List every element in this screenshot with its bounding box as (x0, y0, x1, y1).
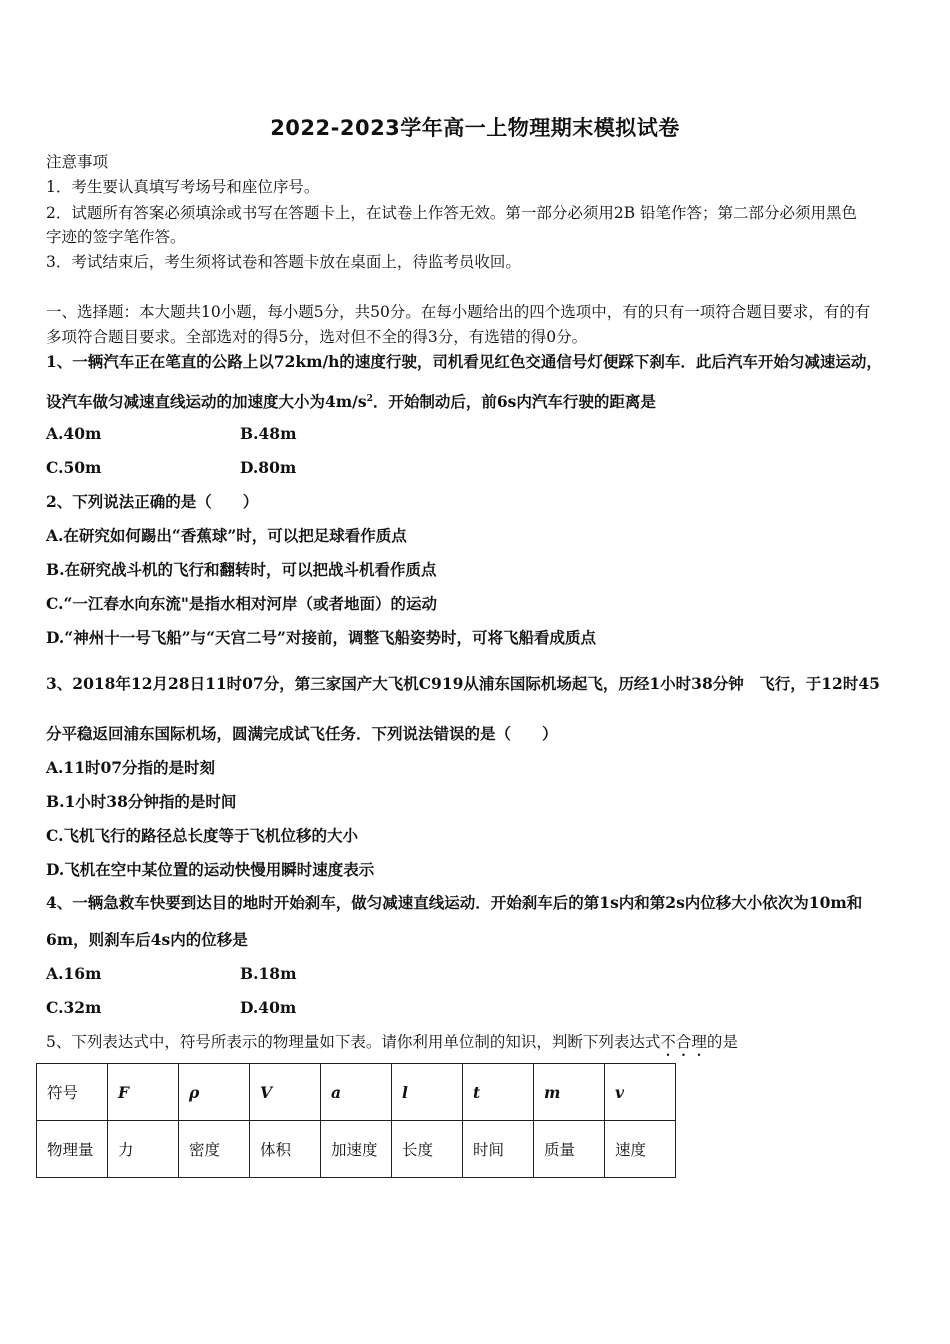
table-cell: 加速度 (321, 1121, 392, 1178)
table-cell: m (534, 1064, 605, 1121)
table-cell: l (392, 1064, 463, 1121)
symbol-table (36, 1063, 676, 1178)
q4-stem-line2: 6m，则刹车后4s内的位移是 (46, 930, 248, 949)
notice-item-1: 1．考生要认真填写考场号和座位序号。 (46, 178, 320, 196)
q3-option-d: D.飞机在空中某位置的运动快慢用瞬时速度表示 (46, 860, 375, 879)
q4-option-d: D.40m (240, 998, 297, 1017)
notice-item-3: 3．考试结束后，考生须将试卷和答题卡放在桌面上，待监考员收回。 (46, 253, 521, 271)
q4-stem-line1: 4、一辆急救车快要到达目的地时开始刹车，做匀减速直线运动．开始刹车后的第1s内和第2s内位移大小依次为10m和 (46, 893, 863, 912)
q1-option-d: D.80m (240, 458, 297, 477)
table-cell: 体积 (250, 1121, 321, 1178)
q1-option-a: A.40m (46, 424, 102, 443)
table-cell: v (605, 1064, 676, 1121)
q3-stem-line2: 分平稳返回浦东国际机场，圆满完成试飞任务．下列说法错误的是（ ） (46, 724, 558, 743)
q1-option-b: B.48m (240, 424, 297, 443)
table-cell: 质量 (534, 1121, 605, 1178)
table-cell: 时间 (463, 1121, 534, 1178)
page-title: 2022-2023学年高一上物理期末模拟试卷 (270, 116, 680, 140)
q2-option-d: D.“神州十一号飞船”与“天宫二号”对接前，调整飞船姿势时，可将飞船看成质点 (46, 628, 596, 647)
table-cell: t (463, 1064, 534, 1121)
q4-option-c: C.32m (46, 998, 102, 1017)
q1-stem-line2: 设汽车做匀减速直线运动的加速度大小为$4m/s^2$．开始制动后，前6s内汽车行驶的距离是 (46, 392, 656, 412)
table-cell: a (321, 1064, 392, 1121)
table-row-symbols (37, 1064, 676, 1121)
section-instructions-line2: 多项符合题目要求。全部选对的得5分，选对但不全的得3分，有选错的得0分。 (46, 328, 588, 346)
table-cell: ρ (179, 1064, 250, 1121)
table-header-quantity: 物理量 (37, 1121, 108, 1178)
notice-item-2-cont: 字迹的签字笔作答。 (46, 228, 186, 246)
table-cell: 速度 (605, 1121, 676, 1178)
q4-option-a: A.16m (46, 964, 102, 983)
section-instructions-line1: 一、选择题：本大题共10小题，每小题5分，共50分。在每小题给出的四个选项中，有的只有一项符合题目要求，有的有 (46, 303, 871, 321)
table-header-symbol: 符号 (37, 1064, 108, 1121)
notice-heading: 注意事项 (46, 153, 109, 171)
table-cell: 力 (108, 1121, 179, 1178)
table-cell: F (108, 1064, 179, 1121)
q3-option-a: A.11时07分指的是时刻 (46, 758, 216, 777)
q5-stem: 5、下列表达式中，符号所表示的物理量如下表。请你利用单位制的知识，判断下列表达式不合理的是 (46, 1033, 738, 1051)
q1-option-c: C.50m (46, 458, 102, 477)
table-cell: 密度 (179, 1121, 250, 1178)
table-row-quantities (37, 1121, 676, 1178)
q1-stem-line1: 1、一辆汽车正在笔直的公路上以72km/h的速度行驶，司机看见红色交通信号灯便踩下刹车．此后汽车开始匀减速运动， (46, 352, 882, 371)
q2-stem: 2、下列说法正确的是（ ） (46, 492, 259, 511)
q2-option-a: A.在研究如何踢出“香蕉球”时，可以把足球看作质点 (46, 526, 407, 545)
table-cell: V (250, 1064, 321, 1121)
q2-option-c: C.“一江春水向东流"是指水相对河岸（或者地面）的运动 (46, 594, 437, 613)
table-cell: 长度 (392, 1121, 463, 1178)
q3-option-c: C.飞机飞行的路径总长度等于飞机位移的大小 (46, 826, 358, 845)
q2-option-b: B.在研究战斗机的飞行和翻转时，可以把战斗机看作质点 (46, 560, 437, 579)
q3-stem-line1: 3、2018年12月28日11时07分，第三家国产大飞机C919从浦东国际机场起飞，历经1小时38分钟 飞行，于12时45 (46, 674, 880, 693)
q4-option-b: B.18m (240, 964, 297, 983)
q3-option-b: B.1小时38分钟指的是时间 (46, 792, 237, 811)
notice-item-2: 2．试题所有答案必须填涂或书写在答题卡上，在试卷上作答无效。第一部分必须用2B 铅笔作答；第二部分必须用黑色 (46, 204, 858, 222)
q5-emphasis: 不合理 (660, 1033, 707, 1051)
